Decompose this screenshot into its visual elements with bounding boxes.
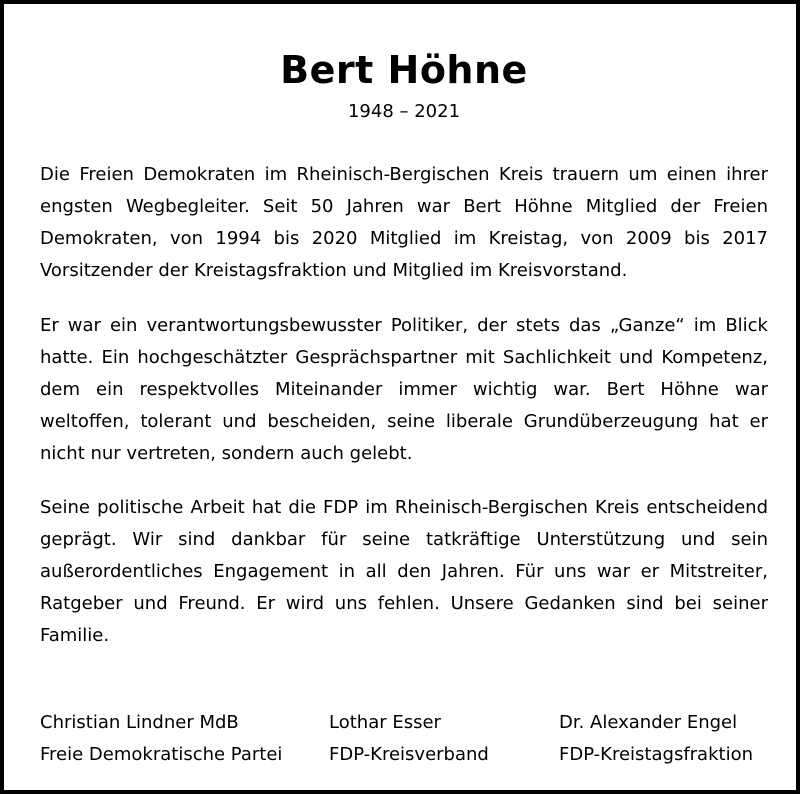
paragraph-2: Er war ein verantwortungsbewusster Politiker, der stets das „Ganze“ im Blick hatte. Ein hochgeschätzter Gesprächspartner mit Sachlichkeit und Kompetenz, dem ein respektvolles Miteinander immer wichtig war. Bert Höhne war weltoffen, tolerant und bescheiden, seine liberale Grundüberzeugung hat er nicht nur vertreten, sondern auch gelebt. (40, 315, 768, 464)
paragraph-1: Die Freien Demokraten im Rheinisch-Bergischen Kreis trauern um einen ihrer engsten Wegbegleiter. Seit 50 Jahren war Bert Höhne Mitglied der Freien Demokraten, von 1994 bis 2020 Mitglied im Kreistag, von 2009 bis 2017 Vorsitzender der Kreistagsfraktion und Mitglied im Kreisvorstand. (40, 164, 768, 281)
signature-organization: FDP-Kreisverband (329, 744, 489, 765)
signature-block-3 (559, 707, 753, 771)
deceased-name: Bert Höhne (280, 48, 528, 92)
signature-name: Lothar Esser (329, 712, 441, 733)
signature-organization: Freie Demokratische Partei (40, 744, 283, 765)
signature-organization: FDP-Kreistagsfraktion (559, 744, 753, 765)
signature-name: Dr. Alexander Engel (559, 712, 738, 733)
signature-block-2 (329, 707, 489, 771)
signature-name: Christian Lindner MdB (40, 712, 239, 733)
paragraph-3: Seine politische Arbeit hat die FDP im Rheinisch-Bergischen Kreis entscheidend geprägt. Wir sind dankbar für seine tatkräftige Unterstützung und sein außerordentliches Engagement in all den Jahren. Für uns war er Mitstreiter, Ratgeber und Freund. Er wird uns fehlen. Unsere Gedanken sind bei seiner Familie. (40, 497, 768, 646)
signature-block-1 (40, 707, 282, 771)
life-dates: 1948 – 2021 (347, 101, 461, 122)
